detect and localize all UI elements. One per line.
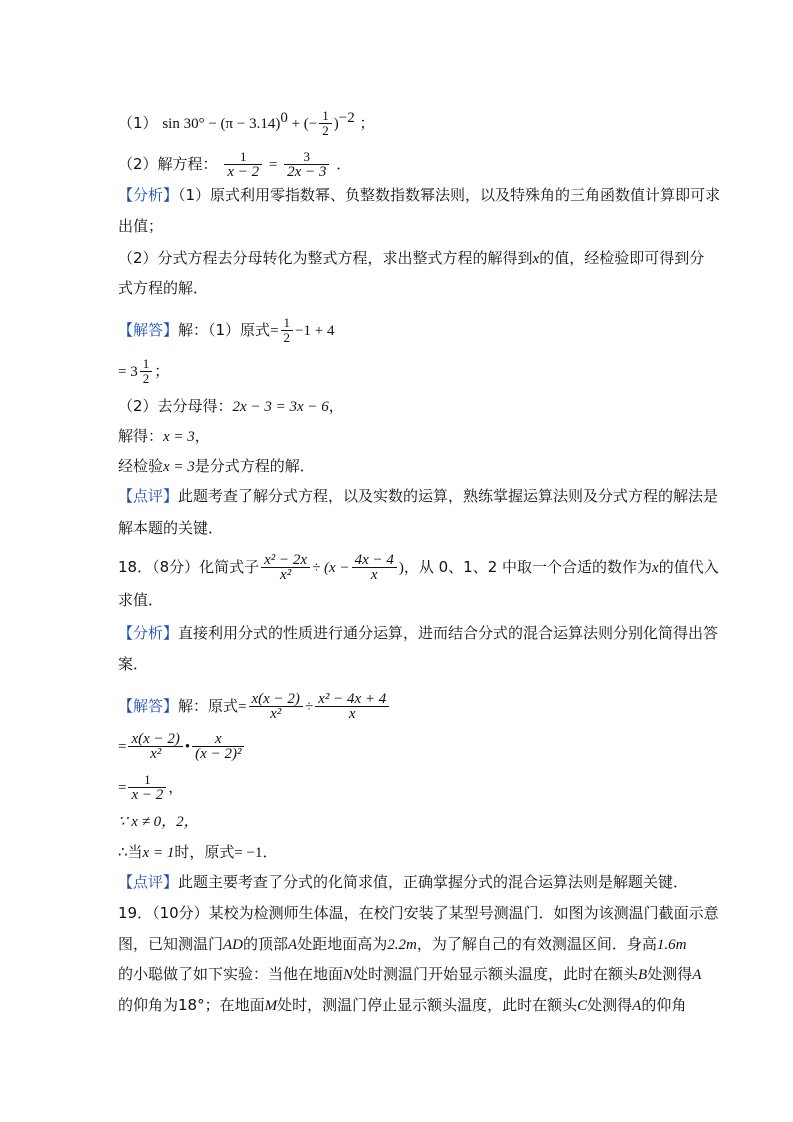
q17-part2-fraction-2 — [284, 150, 329, 179]
question-stem: 的仰角为18°；在地面 — [118, 996, 265, 1014]
answer-expr: 2x − 3 = 3x − 6 — [232, 399, 329, 415]
fraction-numerator: x(x − 2) — [128, 732, 182, 747]
analysis-text: 的值，经检验即可得到分 — [539, 249, 705, 267]
fraction-numerator: x² − 2x — [261, 553, 310, 568]
stem-expr: ÷ (x − — [312, 560, 350, 576]
answer-text: 是分式方程的解． — [194, 457, 315, 475]
question-stem: 图，已知测温门 — [118, 935, 224, 953]
q18-answer-line1 — [118, 692, 391, 721]
q18-stem-line2 — [118, 590, 163, 610]
fraction-denominator: 2 — [283, 330, 291, 345]
answer-expr: x = 3 — [163, 429, 195, 445]
q18-answer-line3 — [118, 773, 183, 802]
variable: B — [638, 967, 648, 983]
answer-text: 经检验 — [118, 457, 164, 475]
fraction-numerator: x(x − 2) — [249, 692, 303, 707]
q18-comment-line — [118, 872, 688, 892]
question-stem: 处时，测温门停止显示额头温度，此时在额头 — [277, 996, 578, 1014]
q17-part1-exp0: 0 — [280, 110, 288, 126]
answer-fraction — [140, 357, 153, 386]
variable: M — [264, 998, 278, 1014]
fraction-denominator: x − 2 — [131, 787, 164, 803]
stem-expr: ) — [398, 560, 404, 576]
comment-text: 解本题的关键． — [118, 519, 224, 537]
fraction-denominator: x² — [270, 706, 282, 722]
variable: AD — [223, 937, 244, 953]
q17-part1-expr: sin 30° − (π − 3.14) — [162, 116, 281, 132]
variable: C — [577, 998, 588, 1014]
question-stem: 处距地面高为 — [297, 935, 388, 953]
answer-fraction — [192, 732, 244, 761]
answer-expr: x = 1 — [142, 845, 175, 861]
q17-part2-label: （2）解方程： — [118, 155, 218, 173]
fraction-numerator: 1 — [319, 109, 332, 124]
q17-part1 — [118, 108, 375, 138]
answer-text: 解：（1）原式 — [178, 321, 271, 339]
fraction-denominator: 2 — [142, 371, 150, 386]
answer-text: 解得： — [118, 427, 164, 445]
q17-part2 — [118, 150, 351, 179]
fraction-denominator: x — [348, 706, 356, 722]
variable: x — [652, 560, 659, 576]
fraction-numerator: 1 — [140, 357, 153, 372]
question-stem: 的小聪做了如下实验：当他在地面 — [118, 965, 344, 983]
equals-sign: = — [268, 157, 278, 173]
q17-answer-line3 — [118, 396, 344, 417]
q17-analysis-line3 — [118, 248, 704, 269]
variable: A — [692, 967, 702, 983]
q17-analysis-line4 — [118, 278, 208, 298]
fraction-denominator: x² — [150, 746, 162, 762]
answer-expr: ∵ x ≠ 0，2， — [118, 814, 199, 830]
answer-text: ； — [154, 362, 170, 380]
answer-fraction — [249, 692, 303, 721]
q17-part1-label: （1） — [118, 114, 158, 132]
q17-answer-line1 — [118, 316, 334, 345]
answer-fraction — [128, 773, 166, 802]
analysis-text: 出值； — [118, 217, 164, 235]
q18-stem-line1 — [118, 553, 719, 582]
q18-analysis-line1 — [118, 623, 718, 643]
analysis-tag: 【分析】 — [118, 186, 179, 204]
q17-part1-expr-c: ) — [333, 116, 339, 132]
question-stem: ，为了解自己的有效测温区间．身高 — [416, 935, 657, 953]
answer-tag: 【解答】 — [118, 321, 179, 339]
q18-analysis-line2 — [118, 654, 148, 674]
divide-sign: ÷ — [304, 699, 314, 715]
equals-sign: = — [118, 780, 127, 796]
answer-text: （2）去分母得： — [118, 397, 233, 415]
q17-part2-end: ． — [336, 155, 352, 173]
q18-stem-fraction-2 — [352, 553, 397, 582]
fraction-numerator: 3 — [284, 150, 329, 165]
q17-part1-end: ； — [359, 114, 375, 132]
question-stem: ，从 0、1、2 中取一个合适的数作为 — [403, 558, 653, 576]
q17-analysis-line2 — [118, 216, 163, 236]
question-stem: 19．（10分）某校为检测师生体温，在校门安装了某型号测温门．如图为该测温门截面示意 — [118, 904, 719, 922]
analysis-tag: 【分析】 — [118, 624, 179, 642]
answer-text: 时，原式 — [174, 843, 235, 861]
fraction-denominator: x — [370, 567, 378, 583]
fraction-denominator: 2x − 3 — [287, 164, 327, 180]
variable: N — [343, 967, 354, 983]
fraction-numerator: x — [192, 732, 244, 747]
q17-comment-line2 — [118, 518, 223, 538]
answer-text: ． — [262, 843, 278, 861]
q19-line4 — [118, 995, 686, 1016]
q17-answer-line4 — [118, 426, 210, 447]
answer-fraction — [315, 692, 389, 721]
equals-sign: = — [238, 699, 247, 715]
fraction-numerator: 4x − 4 — [352, 553, 397, 568]
q18-answer-line5 — [118, 842, 278, 863]
q17-part1-fraction — [319, 109, 332, 138]
answer-fraction — [128, 732, 182, 761]
answer-expr: x = 3 — [163, 459, 195, 475]
answer-expr: = −1 — [234, 845, 263, 861]
q19-line3 — [118, 964, 701, 985]
question-stem: 的仰角 — [641, 996, 687, 1014]
analysis-text: 案． — [118, 655, 149, 673]
comment-tag: 【点评】 — [118, 873, 179, 891]
question-stem: 的顶部 — [243, 935, 289, 953]
analysis-text: 式方程的解． — [118, 279, 209, 297]
analysis-text: 直接利用分式的性质进行通分运算，进而结合分式的混合运算法则分别化简得出答 — [178, 624, 719, 642]
analysis-text: （2）分式方程去分母转化为整式方程，求出整式方程的解得到 — [118, 249, 533, 267]
q18-answer-line4 — [118, 811, 199, 832]
answer-expr: = 3 — [118, 364, 138, 380]
analysis-text: （1）原式利用零指数幂、负整数指数幂法则，以及特殊角的三角函数值计算即可求 — [178, 186, 721, 204]
equals-sign: = — [118, 739, 127, 755]
fraction-denominator: 2 — [322, 123, 329, 138]
q17-answer-line2 — [118, 357, 169, 386]
answer-text: 解：原式 — [178, 697, 239, 715]
question-stem: 处测得 — [587, 996, 633, 1014]
answer-expr: −1 + 4 — [295, 323, 335, 339]
fraction-numerator: 1 — [224, 150, 262, 165]
variable: A — [288, 937, 298, 953]
comment-text: 此题考查了解分式方程，以及实数的运算，熟练掌握运算法则及分式方程的解法是 — [178, 487, 719, 505]
q17-answer-line5 — [118, 456, 315, 477]
variable: A — [632, 998, 642, 1014]
quantity: 1.6m — [656, 937, 687, 953]
comment-tag: 【点评】 — [118, 487, 179, 505]
variable: x — [532, 251, 540, 267]
q18-answer-line2 — [118, 732, 246, 761]
equals-sign: = — [270, 323, 279, 339]
quantity: 2.2m — [387, 937, 417, 953]
answer-tag: 【解答】 — [118, 697, 179, 715]
fraction-denominator: x − 2 — [227, 164, 260, 180]
q17-part1-expr-b: + (− — [287, 116, 318, 132]
q18-stem-fraction-1 — [261, 553, 310, 582]
multiply-dot: • — [184, 739, 191, 755]
answer-text: ， — [194, 427, 210, 445]
q19-line2 — [118, 934, 686, 955]
q19-line1 — [118, 903, 719, 923]
answer-text: ∴当 — [118, 843, 143, 861]
fraction-numerator: 1 — [281, 316, 294, 331]
q17-part2-fraction-1 — [224, 150, 262, 179]
answer-fraction — [281, 316, 294, 345]
fraction-numerator: 1 — [128, 773, 166, 788]
q17-part1-exp: −2 — [338, 110, 355, 126]
question-stem: 处时测温门开始显示额头温度，此时在额头 — [353, 965, 639, 983]
question-stem: 18．（8分）化简式子 — [118, 558, 260, 576]
q17-analysis-line1 — [118, 185, 720, 205]
fraction-denominator: (x − 2)² — [195, 746, 242, 762]
answer-text: ， — [168, 778, 184, 796]
fraction-denominator: x² — [280, 567, 292, 583]
question-stem: 处测得 — [647, 965, 693, 983]
comment-text: 此题主要考查了分式的化简求值，正确掌握分式的混合运算法则是解题关键． — [178, 873, 689, 891]
q17-comment-line1 — [118, 486, 718, 506]
fraction-numerator: x² − 4x + 4 — [315, 692, 389, 707]
question-stem: 求值． — [118, 591, 164, 609]
answer-text: ， — [328, 397, 344, 415]
question-stem: 的值代入 — [658, 558, 719, 576]
